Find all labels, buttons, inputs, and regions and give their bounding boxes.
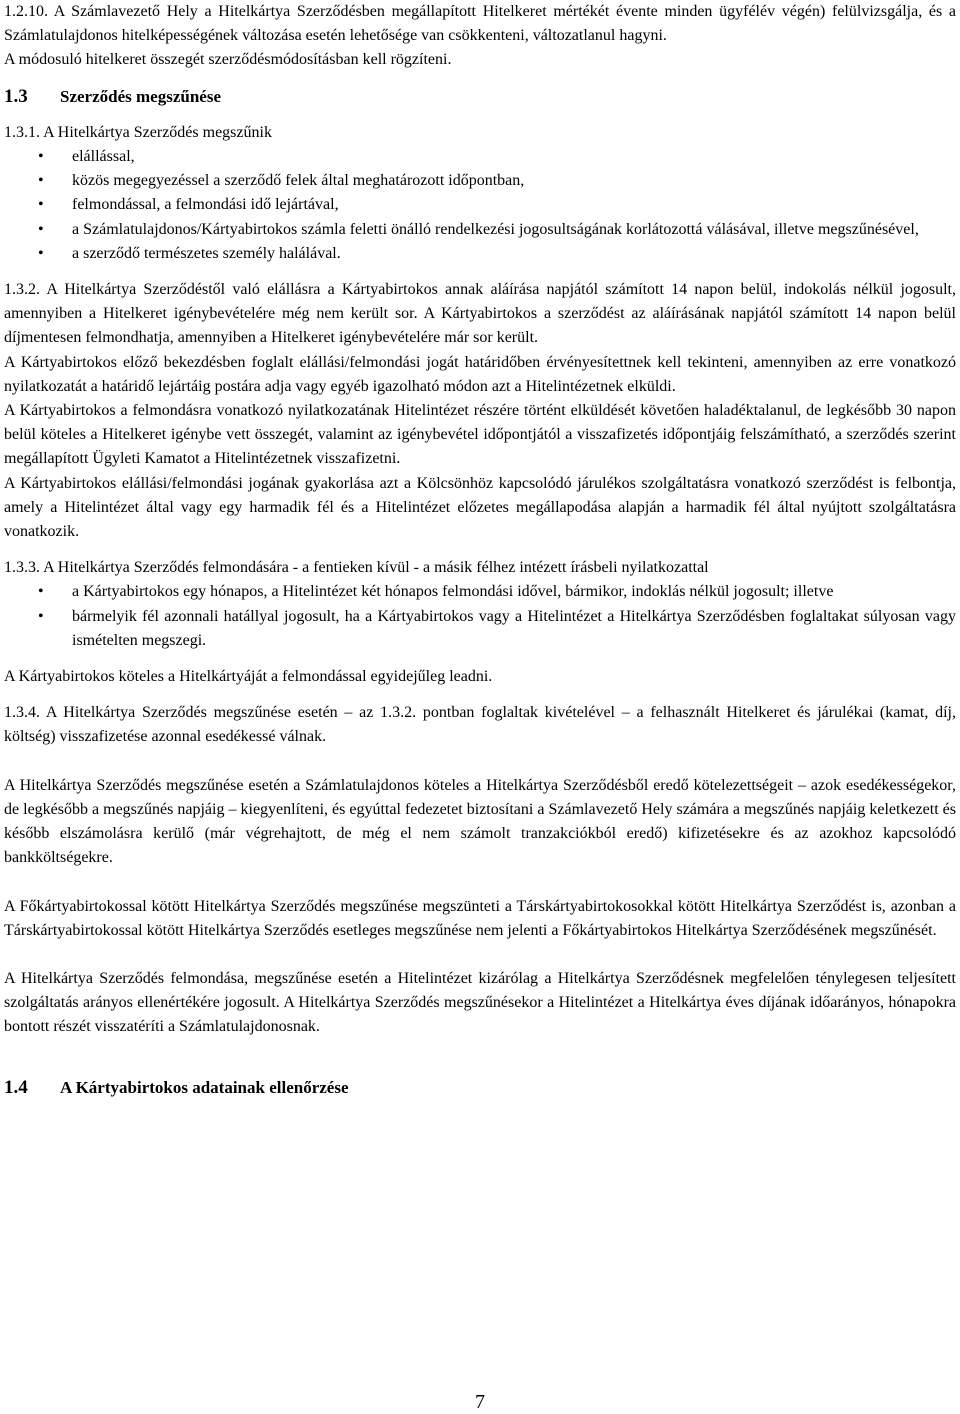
paragraph-1-3-4-b: A Hitelkártya Szerződés megszűnése esetén a Számlatulajdonos köteles a Hitelkártya Szerződésből eredő kötelezettségeit – azok esedékességekor, de legkésőbb a megszűnés napjáig – kiegyenlíteni, és egyúttal fedezetet biztosítani a Számlavezető Hely számára a megszűnés napjáig keletkezett és később elszámolásra kerülő (már végrehajtott, de még el nem számolt tranzakciókból eredő) kifizetésekre és az azokhoz kapcsolódó bankköltségekre. (4, 776, 956, 867)
paragraph-1-3-4-d: A Hitelkártya Szerződés felmondása, megszűnése esetén a Hitelintézet kizárólag a Hitelkártya Szerződésnek megfelelően ténylegesen teljesített szolgáltatás arányos ellenértékére jogosult. A Hitelkártya Szerződés megszűnésekor a Hitelintézet a Hitelkártya éves díjának időarányos, hónapokra bontott részét visszatéríti a Számlatulajdonosnak. (4, 969, 956, 1036)
paragraph-1-3-4: 1.3.4. A Hitelkártya Szerződés megszűnése esetén – az 1.3.2. pontban foglaltak kivételével – a felhasznált Hitelkeret és járulékai (kamat, díj, költség) visszafizetése azonnal esedékessé válnak. (4, 704, 956, 746)
paragraph-1-3-3-b: A Kártyabirtokos köteles a Hitelkártyáját a felmondással egyidejűleg leadni. (4, 668, 493, 686)
list-item: • a Számlatulajdonos/Kártyabirtokos számla feletti önálló rendelkezési jogosultságának korlátozottá válásával, illetve megszűnésével, (4, 218, 956, 242)
section-heading-1-3 (4, 85, 956, 109)
bullet-list-1-3-1 (4, 145, 956, 266)
bullet-list-1-3-3 (4, 580, 956, 653)
list-item: • a Kártyabirtokos egy hónapos, a Hitelintézet két hónapos felmondási idővel, bármikor, indoklás nélkül jogosult; illetve (4, 580, 956, 604)
paragraph-1-3-2-b: A Kártyabirtokos előző bekezdésben foglalt elállási/felmondási jogát határidőben érvényesítettnek kell tekinteni, amennyiben az erre vonatkozó nyilatkozatát a határidő lejártáig postára adja vagy egyéb igazolható módon azt a Hitelintézetnek elküldi. (4, 353, 956, 395)
paragraph-1-2-10: 1.2.10. A Számlavezető Hely a Hitelkártya Szerződésben megállapított Hitelkeret mértékét évente minden ügyfélév végén) felülvizsgálja, és a Számlatulajdonos hitelképességének változása esetén lehetősége van csökkenteni, változatlanul hagyni. (4, 3, 956, 45)
paragraph-1-3-2-d: A Kártyabirtokos elállási/felmondási jogának gyakorlása azt a Kölcsönhöz kapcsolódó járulékos szolgáltatásra vonatkozó szerződést is felbontja, amely a Hitelintézet által vagy egy harmadik fél és a Hitelintézet előzetes megállapodása alapján a harmadik fél által nyújtott szolgáltatásra vonatkozik. (4, 474, 956, 541)
paragraph-1-3-3: 1.3.3. A Hitelkártya Szerződés felmondására - a fentieken kívül - a másik félhez intézett írásbeli nyilatkozattal (4, 559, 709, 577)
section-number: 1.3 (4, 85, 28, 107)
paragraph-1-3-2: 1.3.2. A Hitelkártya Szerződéstől való elállásra a Kártyabirtokos annak aláírása napjától számított 14 napon belül, indokolás nélkül jogosult, amennyiben a Hitelkeret igénybevételére még nem került sor. A Kártyabirtokos a szerződést az aláírásának napjától számított 14 napon belül díjmentesen felmondhatja, amennyiben a Hitelkeret igénybevételére már sor került. (4, 281, 956, 347)
section-title: Szerződés megszűnése (60, 86, 221, 106)
list-item: • elállással, (4, 145, 956, 169)
paragraph-1-3-1: 1.3.1. A Hitelkártya Szerződés megszűnik (4, 123, 272, 141)
list-item: • közös megegyezéssel a szerződő felek által meghatározott időpontban, (4, 169, 956, 193)
section-heading-1-4 (4, 1076, 956, 1100)
page-number: 7 (475, 1391, 485, 1413)
list-item: • a szerződő természetes személy halálával. (4, 242, 956, 266)
paragraph-1-3-4-c: A Főkártyabirtokossal kötött Hitelkártya Szerződés megszűnése megszünteti a Társkártyabirtokosokkal kötött Hitelkártya Szerződést is, azonban a Társkártyabirtokossal kötött Hitelkártya Szerződés esetleges megszűnése nem jelenti a Főkártyabirtokos Hitelkártya Szerződésének megszűnését. (4, 897, 956, 939)
paragraph-1-3-2-c: A Kártyabirtokos a felmondásra vonatkozó nyilatkozatának Hitelintézet részére történt elküldését követően haladéktalanul, de legkésőbb 30 napon belül köteles a Hitelkeret igénybe vett összegét, valamint az igénybevétel időpontjától a visszafizetés időpontjáig felszámítható, a szerződés szerint megállapított Ügyleti Kamatot a Hitelintézetnek visszafizetni. (4, 402, 956, 468)
list-item: • bármelyik fél azonnali hatállyal jogosult, ha a Kártyabirtokos vagy a Hitelintézet a Hitelkártya Szerződésben foglaltakat súlyosan vagy ismételten megszegi. (4, 605, 956, 653)
section-title: A Kártyabirtokos adatainak ellenőrzése (60, 1077, 349, 1097)
paragraph-1-2-10-b: A módosuló hitelkeret összegét szerződésmódosításban kell rögzíteni. (4, 51, 452, 69)
section-number: 1.4 (4, 1076, 28, 1098)
list-item: • felmondással, a felmondási idő lejártával, (4, 193, 956, 217)
